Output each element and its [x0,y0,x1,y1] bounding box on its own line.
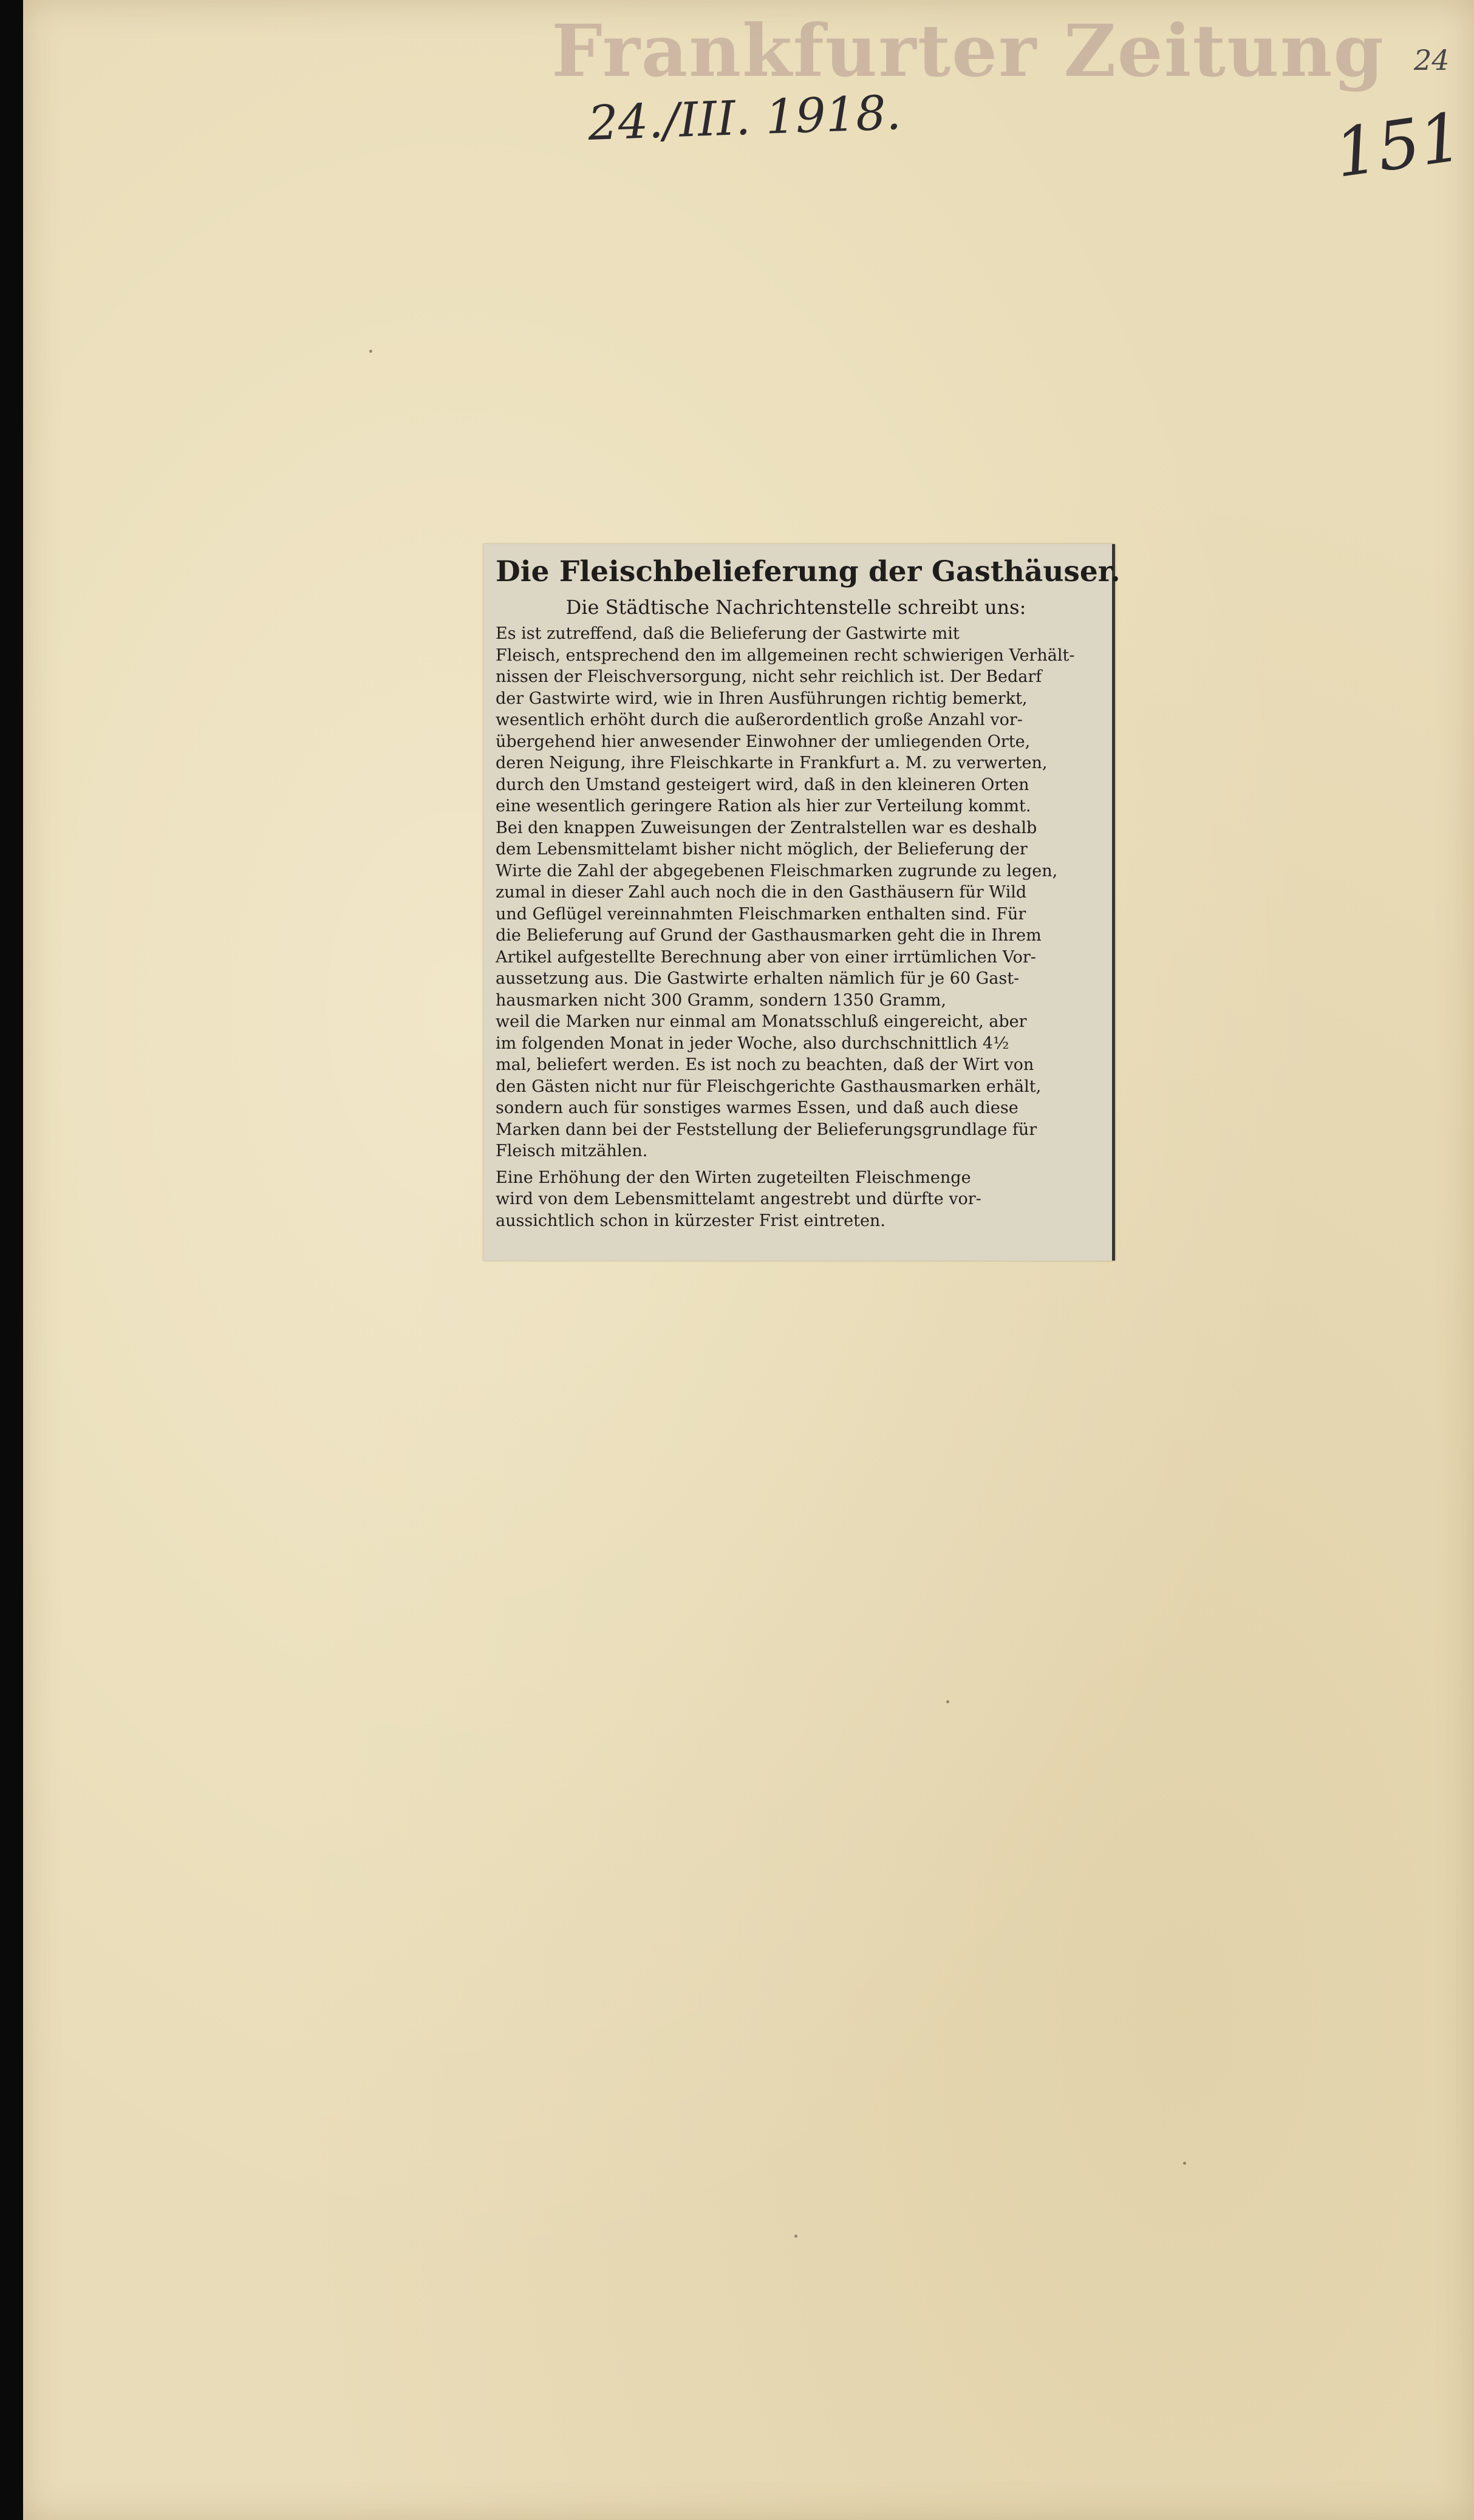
handwritten-date: 24./III. 1918. [587,86,902,151]
paper-speck [369,350,372,353]
paper-speck [1183,2162,1186,2165]
paper-speck [946,1700,949,1703]
clipping-body [496,623,1096,1231]
clipping-line: weil die Marken nur einmal am Monatsschluß eingereicht, aber [496,1012,1027,1031]
clipping-line: deren Neigung, ihre Fleischkarte in Frankfurt a. M. zu verwerten, [496,754,1048,772]
clipping-title: Die Fleischbelieferung der Gasthäuser. [496,555,1121,588]
clipping-line: dem Lebensmittelamt bisher nicht möglich, der Belieferung der [496,840,1028,859]
clipping-line: den Gästen nicht nur für Fleischgerichte Gasthausmarken erhält, [496,1077,1042,1096]
archive-sheet [23,0,1474,2520]
clipping-line: eine wesentlich geringere Ration als hier zur Verteilung kommt. [496,797,1031,816]
newspaper-stamp: Frankfurter Zeitung [551,9,1385,93]
handwritten-folio-number: 151 [1330,98,1467,192]
clipping-line: Fleisch, entsprechend den im allgemeinen recht schwierigen Verhält- [496,645,1075,665]
paragraph-gap [496,1162,1096,1167]
clipping-line: aussetzung aus. Die Gastwirte erhalten nämlich für je 60 Gast- [496,969,1020,988]
clipping-line: Es ist zutreffend, daß die Belieferung der Gastwirte mit [496,624,960,643]
clipping-paragraph-2 [496,1167,1096,1232]
clipping-line: der Gastwirte wird, wie in Ihren Ausführungen richtig bemerkt, [496,689,1028,708]
clipping-line: übergehend hier anwesender Einwohner der umliegenden Orte, [496,732,1031,751]
clipping-line: wesentlich erhöht durch die außerordentlich große Anzahl vor- [496,710,1023,729]
clipping-line: Eine Erhöhung der den Wirten zugeteilten Fleischmenge [496,1168,971,1187]
clipping-line: nissen der Fleischversorgung, nicht sehr reichlich ist. Der Bedarf [496,667,1042,686]
clipping-line: sondern auch für sonstiges warmes Essen, und daß auch diese [496,1098,1018,1117]
clipping-paragraph-1 [496,623,1096,1162]
clipping-intro: Die Städtische Nachrichtenstelle schreibt uns: [565,596,1026,619]
handwritten-corner-number: 24 [1414,44,1450,77]
clipping-line: aussichtlich schon in kürzester Frist eintreten. [496,1211,885,1230]
clipping-line: und Geflügel vereinnahmten Fleischmarken enthalten sind. Für [496,904,1026,924]
clipping-line: hausmarken nicht 300 Gramm, sondern 1350 Gramm, [496,990,946,1010]
clipping-line: wird von dem Lebensmittelamt angestrebt und dürfte vor- [496,1190,981,1208]
clipping-line: die Belieferung auf Grund der Gasthausmarken geht die in Ihrem [496,926,1042,945]
clipping-line: im folgenden Monat in jeder Woche, also durchschnittlich 4½ [496,1034,1009,1053]
paper-speck [794,2235,797,2238]
clipping-line: Fleisch mitzählen. [496,1142,648,1160]
newspaper-clipping [483,544,1121,1261]
clipping-line: Marken dann bei der Feststellung der Belieferungsgrundlage für [496,1120,1037,1139]
clipping-line: Bei den knappen Zuweisungen der Zentralstellen war es deshalb [496,818,1037,837]
clipping-line: zumal in dieser Zahl auch noch die in den Gasthäusern für Wild [496,883,1027,902]
clipping-line: Artikel aufgestellte Berechnung aber von einer irrtümlichen Vor- [496,947,1036,967]
clipping-line: durch den Umstand gesteigert wird, daß in den kleineren Orten [496,775,1029,794]
clipping-line: Wirte die Zahl der abgegebenen Fleischmarken zugrunde zu legen, [496,861,1058,880]
clipping-line: mal, beliefert werden. Es ist noch zu beachten, daß der Wirt von [496,1055,1034,1074]
